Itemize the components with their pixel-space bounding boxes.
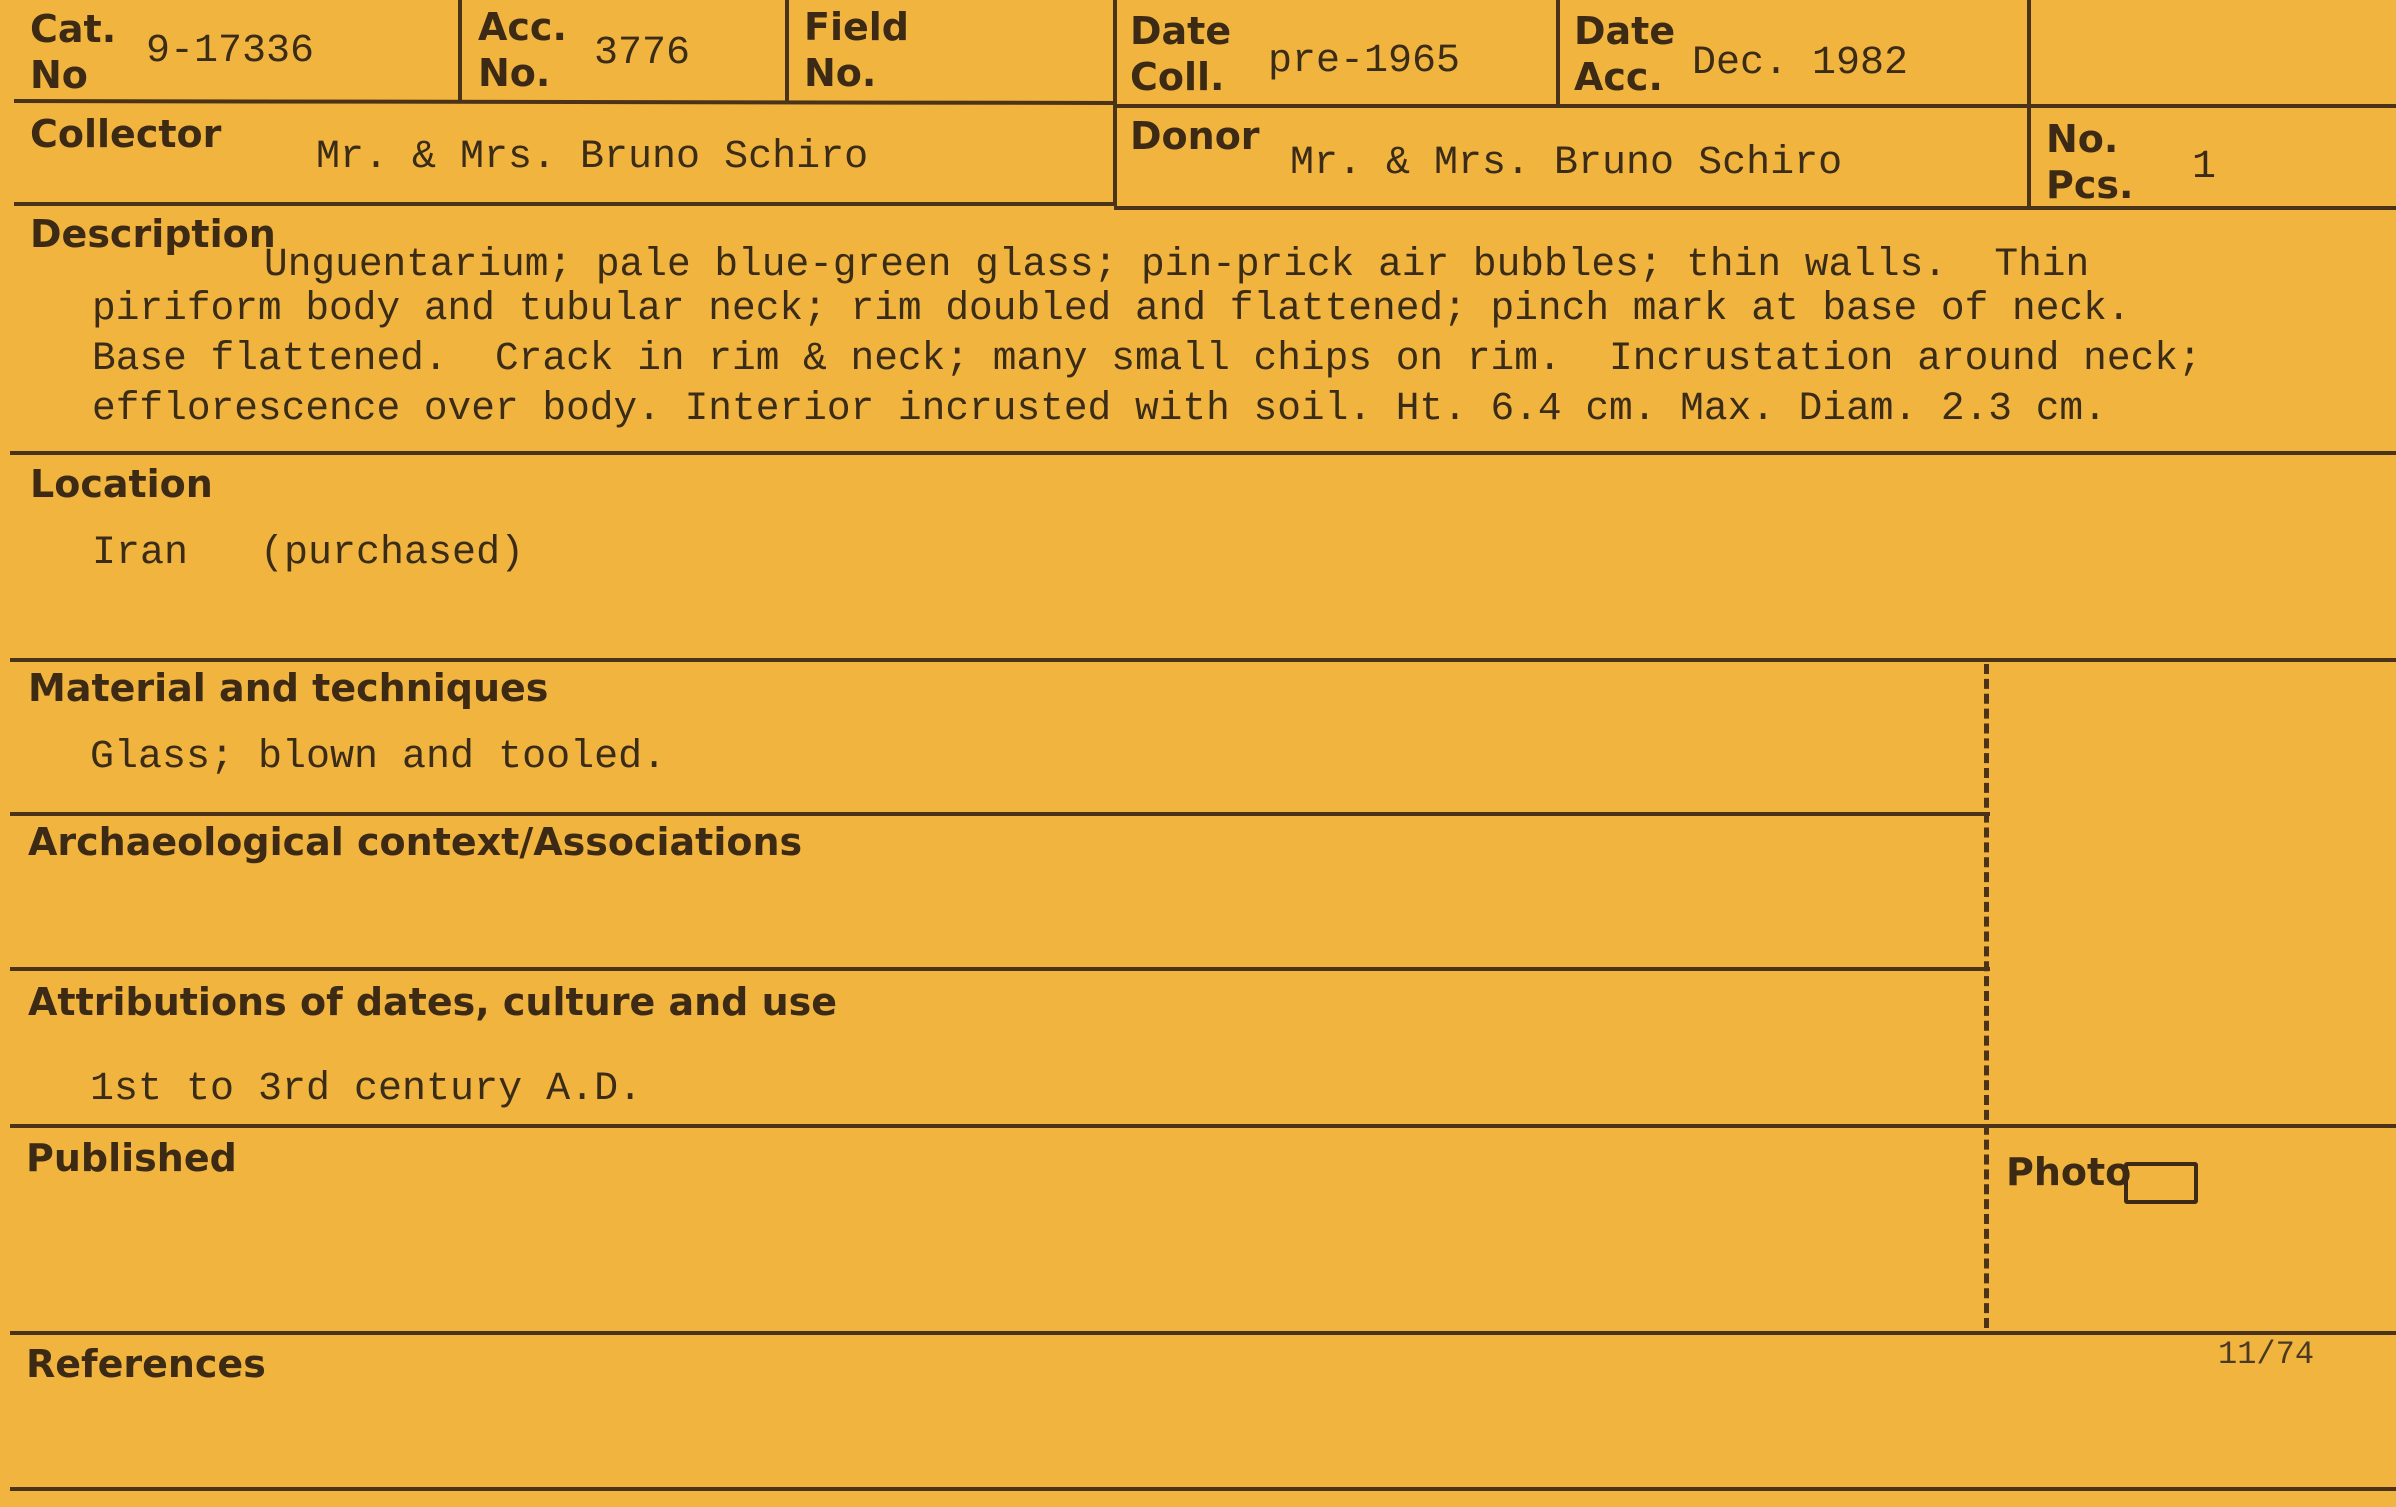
cat-no-label: Cat. No [30, 7, 117, 97]
rule-description-bottom [10, 451, 2396, 455]
acc-no-value: 3776 [594, 31, 691, 76]
collector-value: Mr. & Mrs. Bruno Schiro [316, 135, 869, 180]
collector-label: Collector [30, 112, 222, 156]
no-pcs-label: No. Pcs. [2046, 117, 2134, 207]
location-label: Location [30, 462, 213, 506]
description-line-3: Base flattened. Crack in rim & neck; many small chips on rim. Incrustation around neck; [92, 336, 2202, 381]
photo-label: Photo [2006, 1150, 2132, 1194]
photo-checkbox[interactable] [2124, 1162, 2198, 1204]
rule-header-bottom [14, 99, 1114, 105]
no-pcs-value: 1 [2192, 145, 2217, 190]
date-acc-label: Date Acc. [1574, 9, 1676, 99]
rule-acc-field-divider [785, 0, 789, 102]
description-line-2: piriform body and tubular neck; rim doubled and flattened; pinch mark at base of neck. [92, 286, 2131, 331]
rule-row2-bottom-right [1114, 206, 2396, 210]
attributions-label: Attributions of dates, culture and use [28, 980, 838, 1024]
donor-value: Mr. & Mrs. Bruno Schiro [1290, 141, 1843, 186]
context-label: Archaeological context/Associations [28, 820, 803, 864]
rule-location-bottom [10, 658, 2396, 662]
rule-cat-acc-divider [458, 0, 462, 102]
rule-published-bottom [10, 1331, 2396, 1335]
attributions-value: 1st to 3rd century A.D. [90, 1067, 643, 1112]
donor-label: Donor [1130, 114, 1260, 158]
rule-field-date-divider [1113, 0, 1117, 206]
date-coll-label: Date Coll. [1130, 9, 1232, 99]
description-label: Description [30, 212, 276, 256]
references-label: References [26, 1342, 266, 1386]
rule-references-bottom [10, 1487, 2396, 1491]
location-value: Iran (purchased) [92, 531, 525, 576]
rule-header-bottom-right [1114, 104, 2396, 108]
published-label: Published [26, 1136, 237, 1180]
cat-no-value: 9-17336 [146, 29, 315, 74]
rule-material-bottom [10, 812, 1990, 816]
rule-row2-bottom [14, 202, 1114, 206]
rule-photo-column-divider [1984, 664, 1989, 1328]
rule-dateacc-blank-divider [2027, 0, 2031, 210]
material-label: Material and techniques [28, 666, 549, 710]
description-line-1: Unguentarium; pale blue-green glass; pin-prick air bubbles; thin walls. Thin [264, 242, 2090, 287]
rule-attributions-bottom [10, 1124, 2396, 1128]
description-line-4: efflorescence over body. Interior incrusted with soil. Ht. 6.4 cm. Max. Diam. 2.3 cm. [92, 386, 2107, 431]
acc-no-label: Acc. No. [478, 5, 567, 95]
field-no-label: Field No. [804, 5, 909, 95]
rule-datecoll-dateacc-divider [1556, 0, 1560, 106]
form-number: 11/74 [2218, 1336, 2315, 1373]
rule-context-bottom [10, 967, 1990, 971]
material-value: Glass; blown and tooled. [90, 735, 667, 780]
date-acc-value: Dec. 1982 [1692, 41, 1909, 86]
date-coll-value: pre-1965 [1268, 39, 1461, 84]
